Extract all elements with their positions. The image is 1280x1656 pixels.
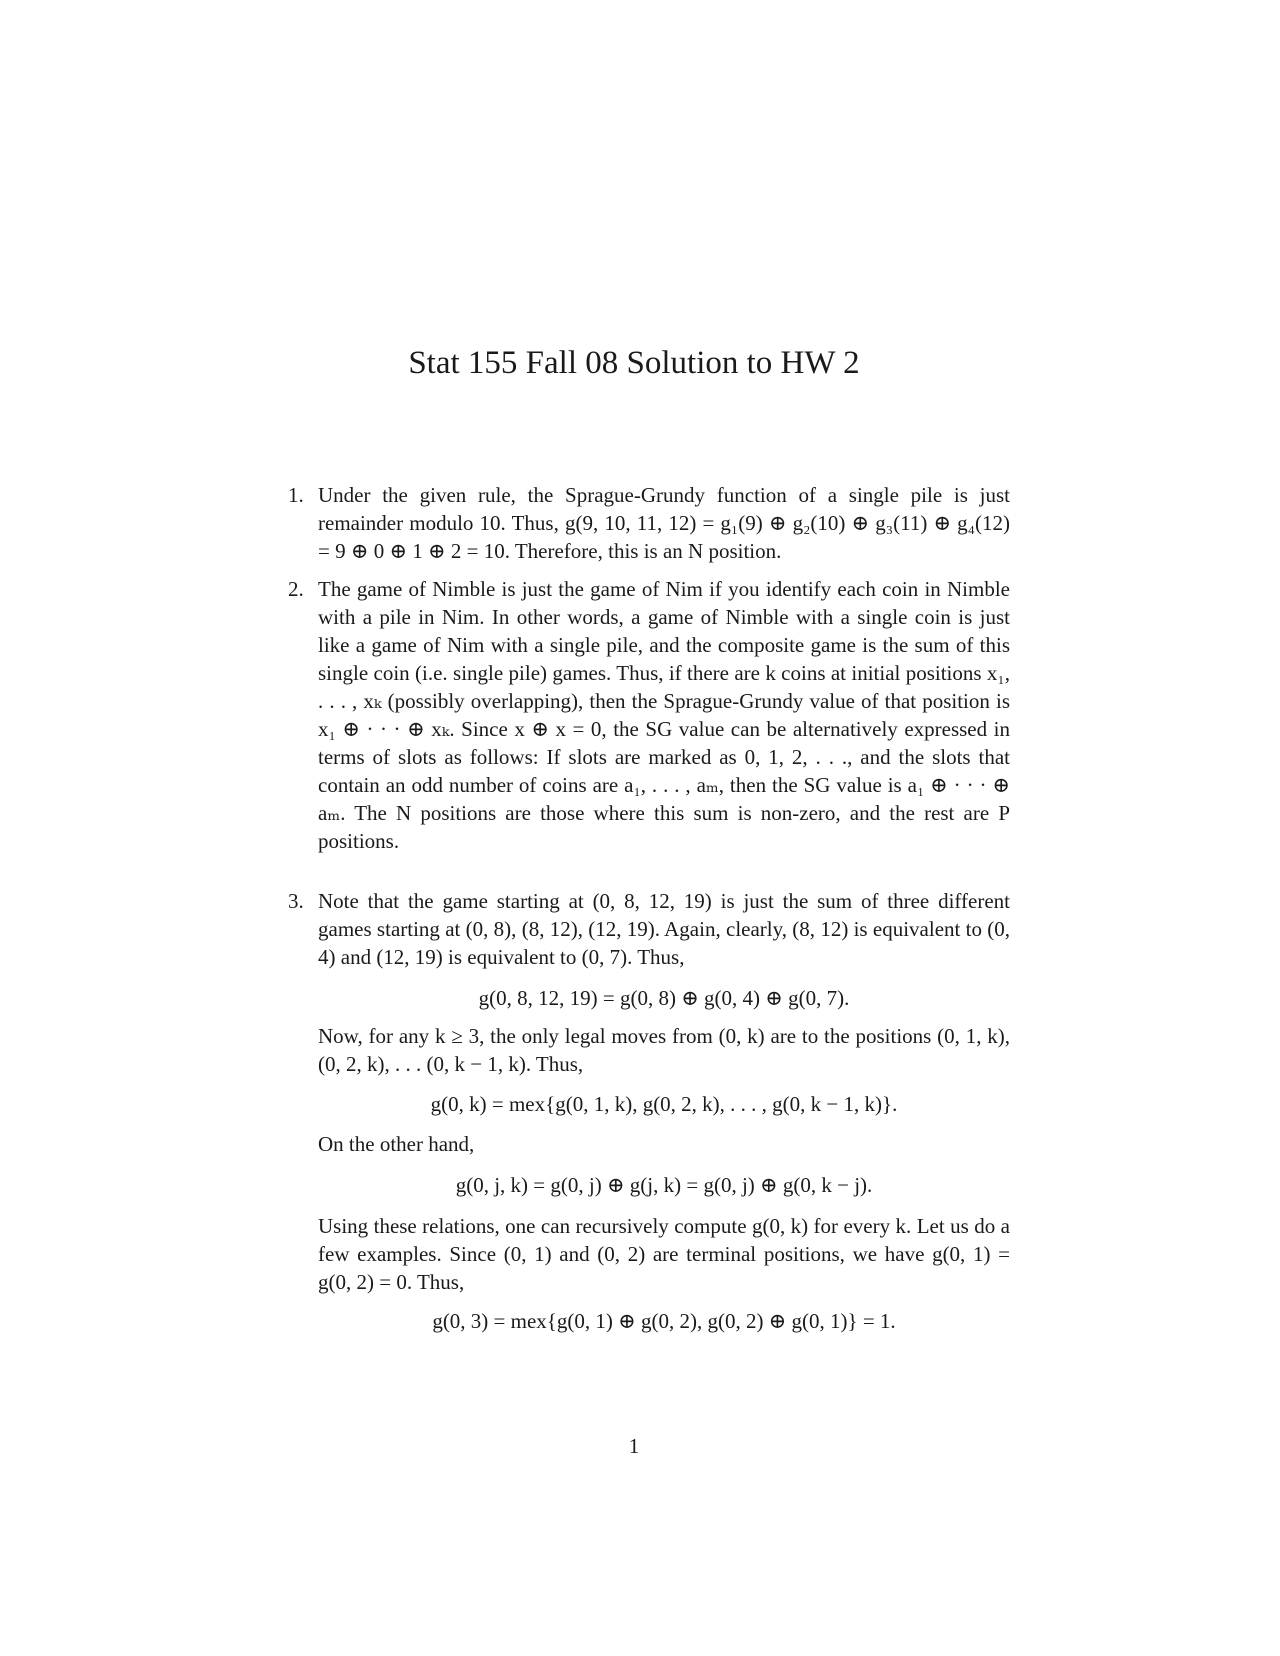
paragraph: Now, for any k ≥ 3, the only legal moves from (0, k) are to the positions (0, 1, k), (0, 2, k), . . . (0, k − 1, k). Thus, xyxy=(318,1024,1010,1076)
page-number: 1 xyxy=(628,1434,640,1458)
item-text: Note that the game starting at (0, 8, 12, 19) is just the sum of three different games starting at (0, 8), (8, 12), (12, 19). Again, clearly, (8, 12) is equivalent to (0, 4) and (12, 19) is equivalent to (0, 7). Thus, xyxy=(318,889,1010,969)
item-number: 3. xyxy=(288,889,304,913)
item-text: Under the given rule, the Sprague-Grundy function of a single pile is just remainder modulo 10. Thus, g(9, 10, 11, 12) = g₁(9) ⊕ g₂(10) ⊕ g₃(11) ⊕ g₄(12) = 9 ⊕ 0 ⊕ 1 ⊕ 2 = 10. Therefore, this is an N position. xyxy=(318,483,1010,563)
item-text: The game of Nimble is just the game of Nim if you identify each coin in Nimble with a pile in Nim. In other words, a game of Nimble with a single coin is just like a game of Nim with a single pile, and the composite game is the sum of this single coin (i.e. single pile) games. Thus, if there are k coins at initial positions x₁, . . . , xₖ (possibly overlapping), then the Sprague-Grundy value of that position is x₁ ⊕ · · · ⊕ xₖ. Since x ⊕ x = 0, the SG value can be alternatively expressed in terms of slots as follows: If slots are marked as 0, 1, 2, . . ., and the slots that contain an odd number of coins are a₁, . . . , aₘ, then the SG value is a₁ ⊕ · · · ⊕ aₘ. The N positions are those where this sum is non-zero, and the rest are P positions. xyxy=(318,577,1010,853)
item-number: 1. xyxy=(288,483,304,507)
equation: g(0, k) = mex{g(0, 1, k), g(0, 2, k), . . . , g(0, k − 1, k)}. xyxy=(430,1092,898,1116)
document-title: Stat 155 Fall 08 Solution to HW 2 xyxy=(408,345,860,381)
paragraph: Using these relations, one can recursively compute g(0, k) for every k. Let us do a few examples. Since (0, 1) and (0, 2) are terminal positions, we have g(0, 1) = g(0, 2) = 0. Thus, xyxy=(318,1214,1010,1294)
paragraph: On the other hand, xyxy=(318,1132,475,1156)
equation: g(0, 3) = mex{g(0, 1) ⊕ g(0, 2), g(0, 2) ⊕ g(0, 1)} = 1. xyxy=(432,1309,896,1333)
equation: g(0, j, k) = g(0, j) ⊕ g(j, k) = g(0, j) ⊕ g(0, k − j). xyxy=(455,1173,873,1197)
equation: g(0, 8, 12, 19) = g(0, 8) ⊕ g(0, 4) ⊕ g(0, 7). xyxy=(478,986,850,1010)
item-number: 2. xyxy=(288,577,304,601)
